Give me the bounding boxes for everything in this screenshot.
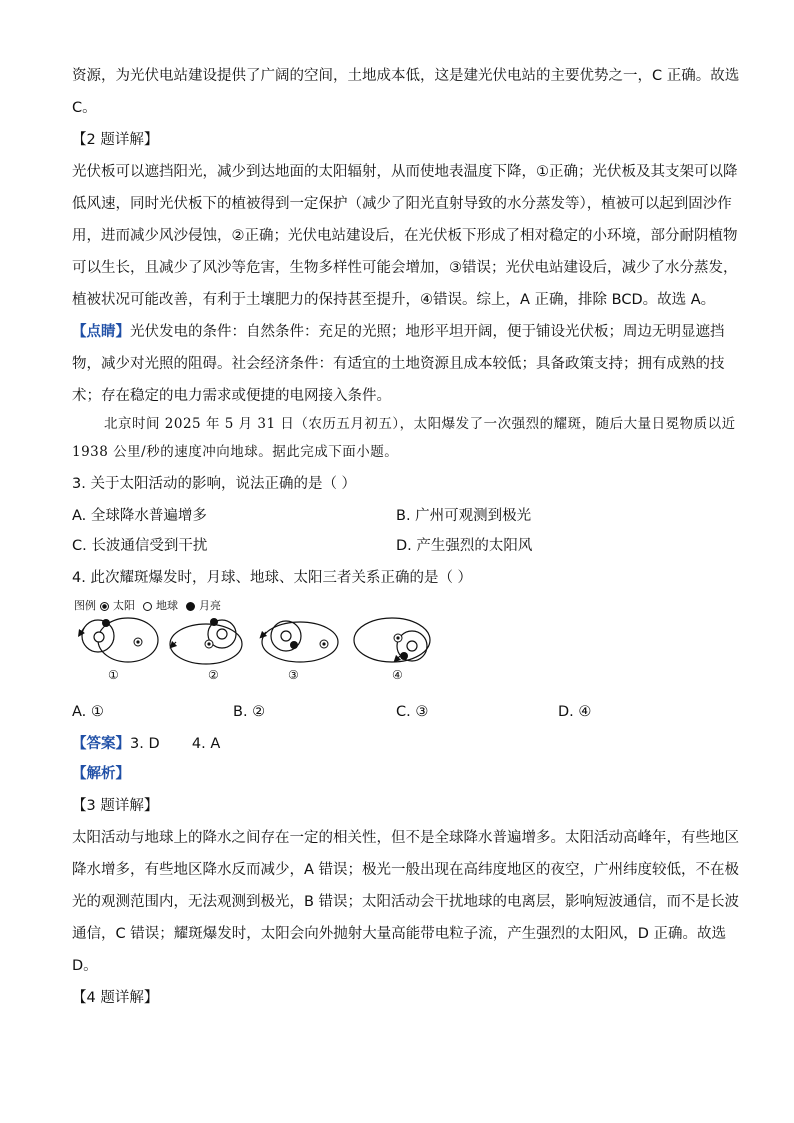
q2-line: 低风速，同时光伏板下的植被得到一定保护（减少了阳光直射导致的水分蒸发等），植被可以起到固沙作 [72,196,732,212]
q3-detail-header [72,796,158,816]
earth-legend-icon [143,602,152,611]
paragraph-line: C。 [72,100,97,116]
q4-option-b: B. ② [233,704,266,720]
moon-icon [210,618,218,626]
tip-line: 物，减少对光照的阻碍。社会经济条件：有适宜的土地资源且成本较低；具备政策支持；拥有成熟的技 [72,356,725,372]
q2-line: 用，进而减少风沙侵蚀，②正确；光伏电站建设后，在光伏板下形成了相对稳定的小环境，部分耐阴植物 [72,228,738,244]
q3-line: 降水增多，有些地区降水反而减少，A 错误；极光一般出现在高纬度地区的夜空，广州纬度较低，不在极 [72,862,740,878]
q3-option-d: D. 产生强烈的太阳风 [396,538,533,554]
tip-text: 光伏发电的条件：自然条件：充足的光照；地形平坦开阔，便于铺设光伏板；周边无明显遮挡 [130,324,725,340]
q4-detail-header [72,988,158,1008]
bracket: 】 [143,990,159,1006]
figure-label-2: ② [208,668,219,682]
q3-line: 通信，C 错误；耀斑爆发时，太阳会向外抛射大量高能带电粒子流，产生强烈的太阳风，D 正确。故选 [72,926,727,942]
q3-line: 太阳活动与地球上的降水之间存在一定的相关性，但不是全球降水普遍增多。太阳活动高峰年，有些地区 [72,830,739,846]
sun-legend-icon [100,602,109,611]
intro-line: 北京时间 2025 年 5 月 31 日（农历五月初五），太阳爆发了一次强烈的耀斑，随后大量日冕物质以近 [104,416,736,432]
answer-line [72,734,220,754]
q3-option-c: C. 长波通信受到干扰 [72,538,208,554]
tip-label: 【点睛】 [72,324,130,340]
q2-line: 光伏板可以遮挡阳光，减少到达地面的太阳辐射，从而使地表温度下降，①正确；光伏板及其支架可以降 [72,164,738,180]
moon-icon [102,619,110,627]
header-text: 4 题详解 [86,990,144,1006]
legend-title: 图例 [74,599,96,612]
earth-icon [217,629,227,639]
figure-label-1: ① [108,668,119,682]
legend-sun: 太阳 [113,599,135,612]
orbit-diagram-1 [80,618,158,662]
q3-line: 光的观测范围内，无法观测到极光，B 错误；太阳活动会干扰地球的电离层，影响短波通信，而不是长波 [72,894,740,910]
q2-line: 植被状况可能改善，有利于土壤肥力的保持甚至提升，④错误。综上，A 正确，排除 BCD。故选 A。 [72,292,716,308]
q3-option-a: A. 全球降水普遍增多 [72,508,207,524]
q4-stem: 4. 此次耀斑爆发时，月球、地球、太阳三者关系正确的是（ ） [72,570,473,586]
paragraph-line: 资源，为光伏电站建设提供了广阔的空间，土地成本低，这是建光伏电站的主要优势之一，C 正确。故选 [72,68,740,84]
orbit-diagram-3 [262,621,338,662]
legend-earth: 地球 [156,599,178,612]
answer-text: 3. D 4. A [130,736,221,752]
tip-line: 术；存在稳定的电力需求或便捷的电网接入条件。 [72,388,391,404]
q3-stem: 3. 关于太阳活动的影响，说法正确的是（ ） [72,476,357,492]
legend-moon: 月亮 [199,599,221,612]
moon-icon [400,652,408,660]
bracket: 【 [72,132,87,148]
orbit-diagram-2 [170,618,242,664]
orbit-diagram-4 [354,618,430,662]
q3-option-b: B. 广州可观测到极光 [396,508,532,524]
analysis-label: 【解析】 [72,766,130,782]
answer-label: 【答案】 [72,736,130,752]
q3-line: D。 [72,958,98,974]
q2-detail-header [72,130,158,150]
q4-option-a: A. ① [72,704,104,720]
moon-legend-icon [186,602,195,611]
q2-line: 可以生长，且减少了风沙等危害，生物多样性可能会增加，③错误；光伏电站建设后，减少了水分蒸发， [72,260,738,276]
orbit-diagrams [66,612,446,668]
tip-line [72,322,725,342]
bracket: 【 [72,990,87,1006]
bracket: 】 [143,132,159,148]
bracket: 【 [72,798,87,814]
figure-label-3: ③ [288,668,299,682]
earth-icon [407,641,417,651]
figure-label-4: ④ [392,668,403,682]
q4-option-c: C. ③ [396,704,429,720]
earth-icon [94,632,104,642]
q4-option-d: D. ④ [558,704,592,720]
earth-icon [281,631,291,641]
header-text: 3 题详解 [86,798,144,814]
bracket: 】 [143,798,159,814]
analysis-header [72,764,130,784]
header-text: 2 题详解 [86,132,144,148]
moon-icon [290,641,298,649]
intro-line: 1938 公里/秒的速度冲向地球。据此完成下面小题。 [72,444,399,460]
